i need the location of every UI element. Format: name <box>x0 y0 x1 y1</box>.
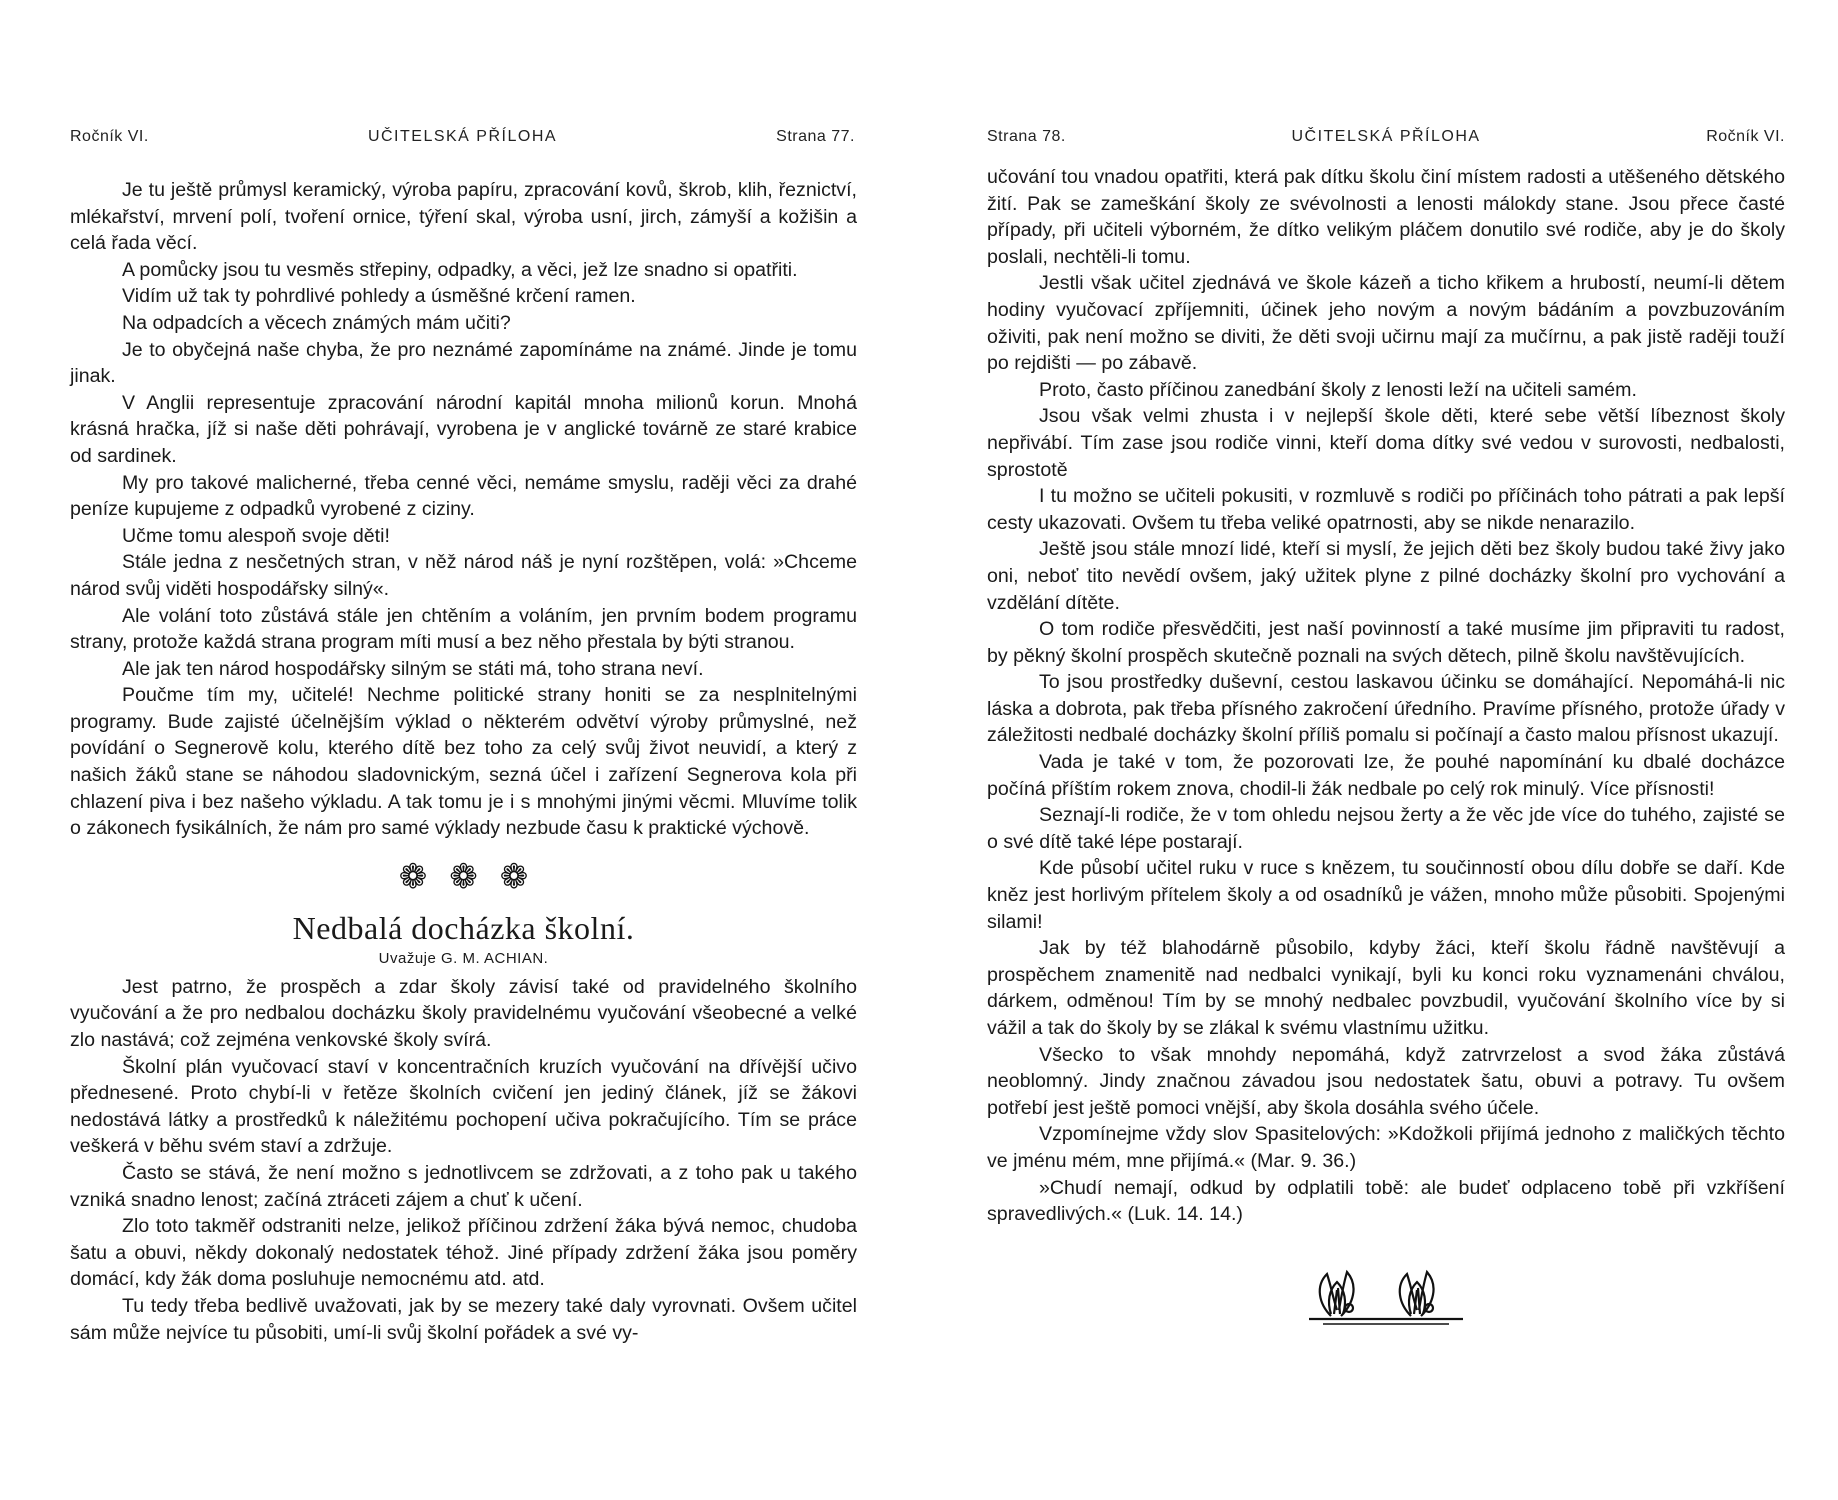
floral-vignette-icon <box>1301 1264 1471 1328</box>
section-divider <box>70 857 857 896</box>
paragraph: Na odpadcích a věcech známých mám učiti? <box>122 311 511 334</box>
paragraph: I tu možno se učiteli pokusiti, v rozmluvě s rodiči po příčinách toho pátrati a pak lepší cesty ukazovati. Ovšem tu třeba veliké opatrnosti, aby se nikde nenarazilo. <box>987 485 1785 534</box>
paragraph: Všecko to však mnohdy nepomáhá, když zatrvrzelost a svod žáka zůstává neoblomný. Jindy značnou závadou jsou nedostatek šatu, obuvi a potravy. Tu ovšem potřebí jest ještě pomoci vnější, aby škola dosáhla svého účele. <box>987 1043 1785 1119</box>
paragraph: Je to obyčejná naše chyba, že pro neznámé zapomínáme na známé. Jinde je tomu jinak. <box>70 338 857 388</box>
paragraph: To jsou prostředky duševní, cestou laskavou účinku se domáhající. Nepomáhá-li nic láska a dobrota, pak třeba přísného zakročení úředního. Pravíme přísného, protože úřady v záležitosti nedbalé docházky školní příliš pomalu si počínají a často malou přísnost ukazují. <box>987 671 1785 747</box>
paragraph: »Chudí nemají, odkud by odplatili tobě: ale budeť odplaceno tobě při vzkříšení spravedlivých.« (Luk. 14. 14.) <box>987 1176 1785 1226</box>
paragraph: Jsou však velmi zhusta i v nejlepší škole děti, které sebe větší líbeznost školy nepřivábí. Tím zase jsou rodiče vinni, kteří doma dítky své vedou v surovosti, nedbalosti, sprostotě <box>987 405 1785 481</box>
paragraph: Vzpomínejme vždy slov Spasitelových: »Kdožkoli přijímá jednoho z maličkých těchto ve jménu mém, mne přijímá.« (Mar. 9. 36.) <box>987 1123 1785 1172</box>
paragraph: Ještě jsou stále mnozí lidé, kteří si myslí, že jejich děti bez školy budou také živy jako oni, neboť tito nevědí ovšem, jaký užitek plyne z pilné docházky školní pro vychování a vzdělání dítěte. <box>987 538 1785 614</box>
article-byline: Uvažuje G. M. ACHIAN. <box>378 949 549 967</box>
paragraph: Je tu ještě průmysl keramický, výroba papíru, zpracování kovů, škrob, klih, řeznictví, mlékařství, mrvení polí, tvoření ornice, týření skal, výroba usní, jirch, zámyší a kožišin a celá řada věcí. <box>70 179 857 255</box>
paragraph: Ale volání toto zůstává stále jen chtěním a voláním, jen prvním bodem programu strany, protože každá strana program míti musí a bez něho přestala by býti stranou. <box>70 604 857 654</box>
rosette-icon: ❁ <box>398 857 428 896</box>
floral-vignette-icon <box>987 1264 1785 1328</box>
paragraph: Proto, často příčinou zanedbání školy z lenosti leží na učiteli samém. <box>1039 378 1637 401</box>
paragraph: Zlo toto takměř odstraniti nelze, jelikož příčinou zdržení žáka bývá nemoc, chudoba šatu a obuvi, někdy dokonalý nedostatek téhož. Jiné případy zdržení žáka jsou poměry domácí, kdy žák doma posluhuje nemocnému atd. atd. <box>70 1215 857 1291</box>
journal-title: UČITELSKÁ PŘÍLOHA <box>1291 128 1481 145</box>
paragraph: Poučme tím my, učitelé! Nechme politické strany honiti se za nesplnitelnými programy. Bude zajisté účelnějším výklad o některém odvětví výroby průmyslné, než povídání o Segnerově kolu, kterého dítě bez toho za celý svůj život neuvidí, a který z našich žáků stane se náhodou sladovnickým, sezná účel i zařízení Segnerova kola při chlazení piva i bez našeho výkladu. A tak tomu je i s mnohými jinými věcmi. Mluvíme tolik o zákonech fysikálních, že nám pro samé výklady nezbude času k praktické výchově. <box>70 684 857 840</box>
journal-title: UČITELSKÁ PŘÍLOHA <box>367 128 558 145</box>
paragraph: Často se stává, že není možno s jednotlivcem se zdržovati, a z toho pak u takého vzniká snadno lenost; začíná ztráceti zájem a chuť k učení. <box>70 1162 857 1211</box>
left-body-text <box>70 177 857 1346</box>
right-body-text <box>987 164 1785 1328</box>
paragraph: Jest patrno, že prospěch a zdar školy závisí také od pravidelného školního vyučování a že pro nedbalou docházku školy pravidelnému vyučování všeobecné a velké zlo nastává; což zejména venkovské školy svírá. <box>70 975 857 1052</box>
paragraph: Stále jedna z nesčetných stran, v něž národ náš je nyní rozštěpen, volá: »Chceme národ svůj viděti hospodářsky silný«. <box>70 551 857 600</box>
volume-label: Ročník VI. <box>1706 128 1785 145</box>
paragraph: Jestli však učitel zjednává ve škole kázeň a ticho křikem a hrubostí, neumí-li dětem hodiny vyučovací zpříjemniti, účinek jeho novým a novým bádáním a povzbuzováním oživiti, pak není možno se diviti, že děti svoji učirnu mají za mučírnu, a pak jistě raději touží po rejdišti — po zábavě. <box>987 272 1785 375</box>
paragraph: Jak by též blahodárně působilo, kdyby žáci, kteří školu řádně navštěvují a prospěchem znamenitě nad nedbalci vynikají, byli ku konci roku vyznamenáni chválou, dárkem, odměnou! Tím by se mnohý nedbalec povzbudil, vyučování školního více by si vážil a tak do školy by se zlákal k svému vlastnímu užitku. <box>987 937 1785 1039</box>
rosette-icon: ❁ <box>449 857 478 896</box>
paragraph: V Anglii representuje zpracování národní kapitál mnoha milionů korun. Mnohá krásná hračka, jíž si naše děti pohrávají, vyrobena je v anglické továrně ze staré krabice od sardinek. <box>70 391 857 467</box>
page-number: Strana 78. <box>987 128 1066 145</box>
right-running-header <box>987 128 1785 146</box>
article-title: Nedbalá docházka školní. <box>292 909 635 946</box>
page-number: Strana 77. <box>776 128 855 145</box>
continued-paragraph: učování tou vnadou opatřiti, která pak dítku školu činí místem radosti a utěšeného dětského žití. Pak se zameškání školy ze svévolnosti a lenosti málokdy stane. Jsou přece časté případy, při učiteli výborném, že dítko velikým pláčem donutilo své rodiče, aby je do školy poslali, nechtěli-li tomu. <box>987 166 1785 268</box>
rosette-icon: ❁ <box>499 857 529 896</box>
paragraph: Ale jak ten národ hospodářsky silným se státi má, toho strana neví. <box>122 657 704 680</box>
paragraph: Kde působí učitel ruku v ruce s knězem, tu součinností obou dílu dobře se daří. Kde kněz jest horlivým přítelem školy a od osadníků je vážen, mnoho může působiti. Spojenými silami! <box>987 857 1785 933</box>
paragraph: Školní plán vyučovací staví v koncentračních kruzích vyučování na dřívější učivo přednesené. Proto chybí-li v řetěze školních cvičení jen jediný článek, jíž se žákovi nedostává látky a prostředků k náležitému pochopení učiva pokračujícího. Tím se práce veškerá v běhu svém staví a zdržuje. <box>70 1055 857 1158</box>
paragraph: Tu tedy třeba bedlivě uvažovati, jak by se mezery také daly vyrovnati. Ovšem učitel sám může nejvíce tu působiti, umí-li svůj školní pořádek a své vy- <box>70 1294 857 1344</box>
right-page <box>919 0 1838 1500</box>
left-running-header <box>70 128 855 146</box>
paragraph: A pomůcky jsou tu vesměs střepiny, odpadky, a věci, jež lze snadno si opatřiti. <box>122 258 798 281</box>
paragraph: My pro takové malicherné, třeba cenné věci, nemáme smyslu, raději věci za drahé peníze kupujeme z odpadků vyrobené z ciziny. <box>70 471 857 521</box>
paragraph: Vidím už tak ty pohrdlivé pohledy a úsměšné krčení ramen. <box>122 285 636 308</box>
paragraph: Učme tomu alespoň svoje děti! <box>122 524 390 547</box>
paragraph: O tom rodiče přesvědčiti, jest naší povinností a také musíme jim připraviti tu radost, by pěkný školní prospěch skutečně poznali na svých dětech, pilně školu navštěvujících. <box>987 618 1785 667</box>
volume-label: Ročník VI. <box>70 128 149 145</box>
paragraph: Seznají-li rodiče, že v tom ohledu nejsou žerty a že věc jde více do tuhého, zajisté se o své dítě také lépe postarají. <box>987 804 1785 853</box>
paragraph: Vada je také v tom, že pozorovati lze, že pouhé napomínání ku dbalé docházce počíná příštím rokem znova, chodil-li žák nedbale po celý rok minulý. Více přísnosti! <box>987 751 1785 800</box>
